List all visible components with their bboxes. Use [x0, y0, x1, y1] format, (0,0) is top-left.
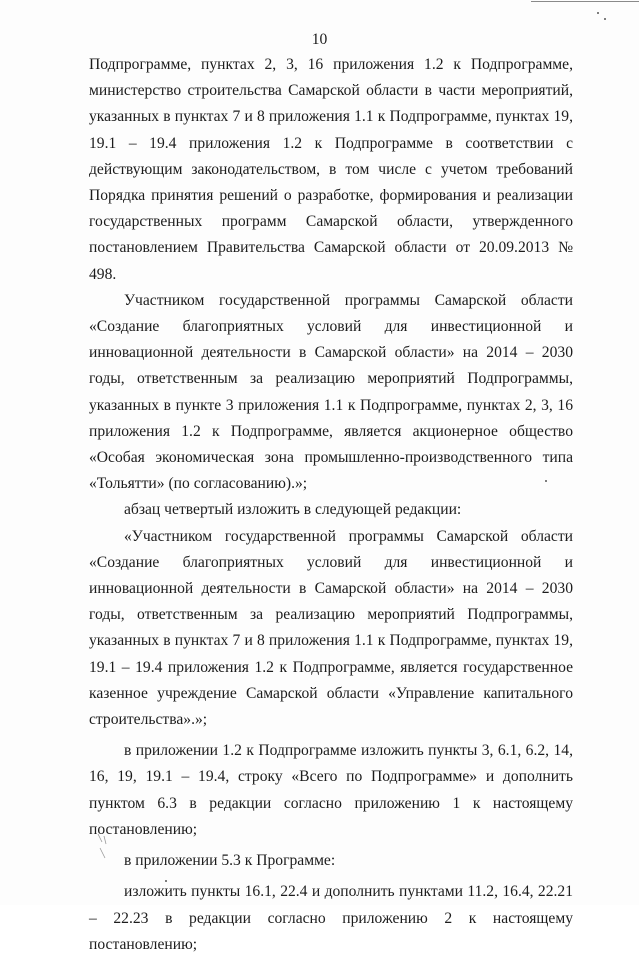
scan-speck — [597, 12, 599, 14]
paragraph-appendix-items: изложить пункты 16.1, 22.4 и дополнить пунктами 11.2, 16.4, 22.21 – 22.23 в редакции согласно приложению 2 к настоящему постановлению; — [89, 883, 573, 953]
document-body — [89, 52, 573, 958]
paragraph-appendix-1-2: в приложении 1.2 к Подпрограмме изложить пункты 3, 6.1, 6.2, 14, 16, 19, 19.1 – 19.4, строку «Всего по Подпрограмме» и дополнить пунктом 6.3 в редакции согласно приложению 1 к настоящему постановлению; — [89, 742, 573, 838]
paragraph-participant-1: Участником государственной программы Самарской области «Создание благоприятных условий для инвестиционной и инновационной деятельности в Самарской области» на 2014 – 2030 годы, ответственным за реализацию мероприятий Подпрограммы, указанных в пункте 3 приложения 1.1 к Подпрограмме, пунктах 2, 3, 16 приложения 1.2 к Подпрограмме, является акционерное общество «Особая экономическая зона промышленно-производственного типа «Тольятти» (по согласованию).»; — [89, 291, 573, 493]
scan-speck — [165, 880, 167, 882]
paragraph-appendix-5-3: в приложении 5.3 к Программе: — [124, 852, 336, 870]
paragraph-amendment-intro: абзац четвертый изложить в следующей редакции: — [124, 501, 462, 519]
scan-speck — [604, 18, 606, 20]
page-number: 10 — [311, 31, 328, 48]
paragraph-participant-2: «Участником государственной программы Самарской области «Создание благоприятных условий для инвестиционной и инновационной деятельности в Самарской области» на 2014 – 2030 годы, ответственным за реализацию мероприятий Подпрограммы, указанных в пунктах 7 и 8 приложения 1.1 к Подпрограмме, пунктах 19, 19.1 – 19.4 приложения 1.2 к Подпрограмме, является государственное казенное учреждение Самарской области «Управление капитального строительства».»; — [89, 527, 573, 729]
paragraph-continuation: Подпрограмме, пунктах 2, 3, 16 приложения 1.2 к Подпрограмме, министерство строительства Самарской области в части мероприятий, указанных в пунктах 7 и 8 приложения 1.1 к Подпрограмме, пунктах 19, 19.1 – 19.4 приложения 1.2 к Подпрограмме в соответствии с действующим законодательством, в том числе с учетом требований Порядка принятия решений о разработке, формирования и реализации государственных программ Самарской области, утвержденного постановлением Правительства Самарской области от 20.09.2013 № 498. — [89, 56, 573, 283]
scan-mark-icon — [96, 832, 116, 862]
scan-edge-line — [531, 1, 639, 2]
scan-speck — [545, 480, 547, 482]
